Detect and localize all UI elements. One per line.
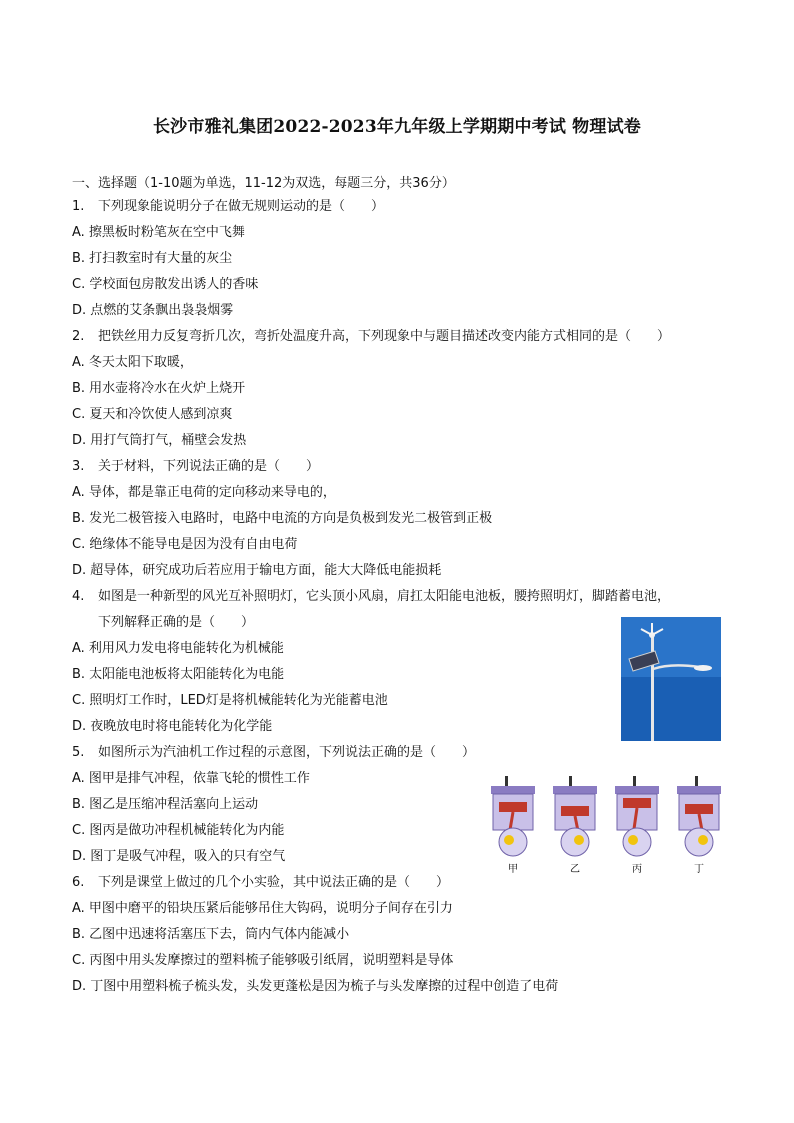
- option-4a: A. 利用风力发电将电能转化为机械能: [72, 641, 284, 656]
- question-6-stem: [72, 874, 449, 892]
- question-number: 6.: [72, 875, 85, 890]
- engine-jia: [491, 776, 535, 856]
- option-5d: D. 图丁是吸气冲程，吸入的只有空气: [72, 849, 286, 864]
- option-2b: B. 用水壶将冷水在火炉上烧开: [72, 381, 246, 396]
- engine-label-ding: 丁: [694, 864, 704, 875]
- option-6b: B. 乙图中迅速将活塞压下去，筒内气体内能减小: [72, 927, 350, 942]
- engine-label-jia: 甲: [508, 864, 518, 875]
- option-1a: A. 擦黑板时粉笔灰在空中飞舞: [72, 225, 245, 240]
- question-text: 把铁丝用力反复弯折几次，弯折处温度升高，下列现象中与题目描述改变内能方式相同的是（ ）: [98, 329, 671, 344]
- engine-label-yi: 乙: [570, 864, 580, 875]
- option-2c: C. 夏天和冷饮使人感到凉爽: [72, 407, 233, 422]
- question-number: 1.: [72, 199, 85, 214]
- option-5b: B. 图乙是压缩冲程活塞向上运动: [72, 797, 259, 812]
- option-3c: C. 绝缘体不能导电是因为没有自由电荷: [72, 537, 298, 552]
- option-5a: A. 图甲是排气冲程，依靠飞轮的惯性工作: [72, 771, 310, 786]
- section-heading: 一、选择题（1-10题为单选，11-12为双选，每题三分，共36分）: [72, 176, 455, 191]
- question-3-stem: [72, 458, 319, 476]
- engine-bing: [615, 776, 659, 856]
- question-text: 如图所示为汽油机工作过程的示意图，下列说法正确的是（ ）: [98, 745, 476, 760]
- option-5c: C. 图丙是做功冲程机械能转化为内能: [72, 823, 285, 838]
- question-2-stem: [72, 328, 670, 346]
- option-4d: D. 夜晚放电时将电能转化为化学能: [72, 719, 273, 734]
- question-number: 5.: [72, 745, 85, 760]
- question-number: 4.: [72, 589, 85, 604]
- engine-ding: [677, 776, 721, 856]
- option-1c: C. 学校面包房散发出诱人的香味: [72, 277, 259, 292]
- engine-strokes-figure: [487, 776, 729, 876]
- option-6c: C. 丙图中用头发摩擦过的塑料梳子能够吸引纸屑，说明塑料是导体: [72, 953, 454, 968]
- option-4c: C. 照明灯工作时，LED灯是将机械能转化为光能蓄电池: [72, 693, 388, 708]
- question-text: 如图是一种新型的风光互补照明灯，它头顶小风扇，肩扛太阳能电池板，腰挎照明灯，脚踏蓄电池，: [98, 589, 671, 604]
- option-1b: B. 打扫教室时有大量的灰尘: [72, 251, 233, 266]
- option-3a: A. 导体，都是靠正电荷的定向移动来导电的，: [72, 485, 336, 500]
- question-number: 2.: [72, 329, 85, 344]
- option-2d: D. 用打气筒打气，桶壁会发热: [72, 433, 247, 448]
- page-title: 长沙市雅礼集团2022-2023年九年级上学期期中考试 物理试卷: [152, 117, 641, 137]
- question-text: 下列现象能说明分子在做无规则运动的是（ ）: [98, 199, 385, 214]
- question-text: 下列是课堂上做过的几个小实验，其中说法正确的是（ ）: [98, 875, 450, 890]
- engine-label-bing: 丙: [632, 864, 642, 875]
- question-4-stem: [72, 588, 670, 606]
- engine-yi: [553, 776, 597, 856]
- wind-solar-street-lamp-figure: [621, 617, 721, 741]
- option-6d: D. 丁图中用塑料梳子梳头发，头发更蓬松是因为梳子与头发摩擦的过程中创造了电荷: [72, 979, 559, 994]
- option-2a: A. 冬天太阳下取暖，: [72, 355, 193, 370]
- question-1-stem: [72, 198, 384, 216]
- question-5-stem: [72, 744, 475, 762]
- question-text: 关于材料，下列说法正确的是（ ）: [98, 459, 320, 474]
- question-4-stem-continued: 下列解释正确的是（ ）: [98, 615, 255, 630]
- question-number: 3.: [72, 459, 85, 474]
- option-4b: B. 太阳能电池板将太阳能转化为电能: [72, 667, 285, 682]
- option-1d: D. 点燃的艾条飘出袅袅烟雾: [72, 303, 234, 318]
- option-3d: D. 超导体，研究成功后若应用于输电方面，能大大降低电能损耗: [72, 563, 442, 578]
- option-3b: B. 发光二极管接入电路时，电路中电流的方向是负极到发光二极管到正极: [72, 511, 493, 526]
- option-6a: A. 甲图中磨平的铅块压紧后能够吊住大钩码，说明分子间存在引力: [72, 901, 453, 916]
